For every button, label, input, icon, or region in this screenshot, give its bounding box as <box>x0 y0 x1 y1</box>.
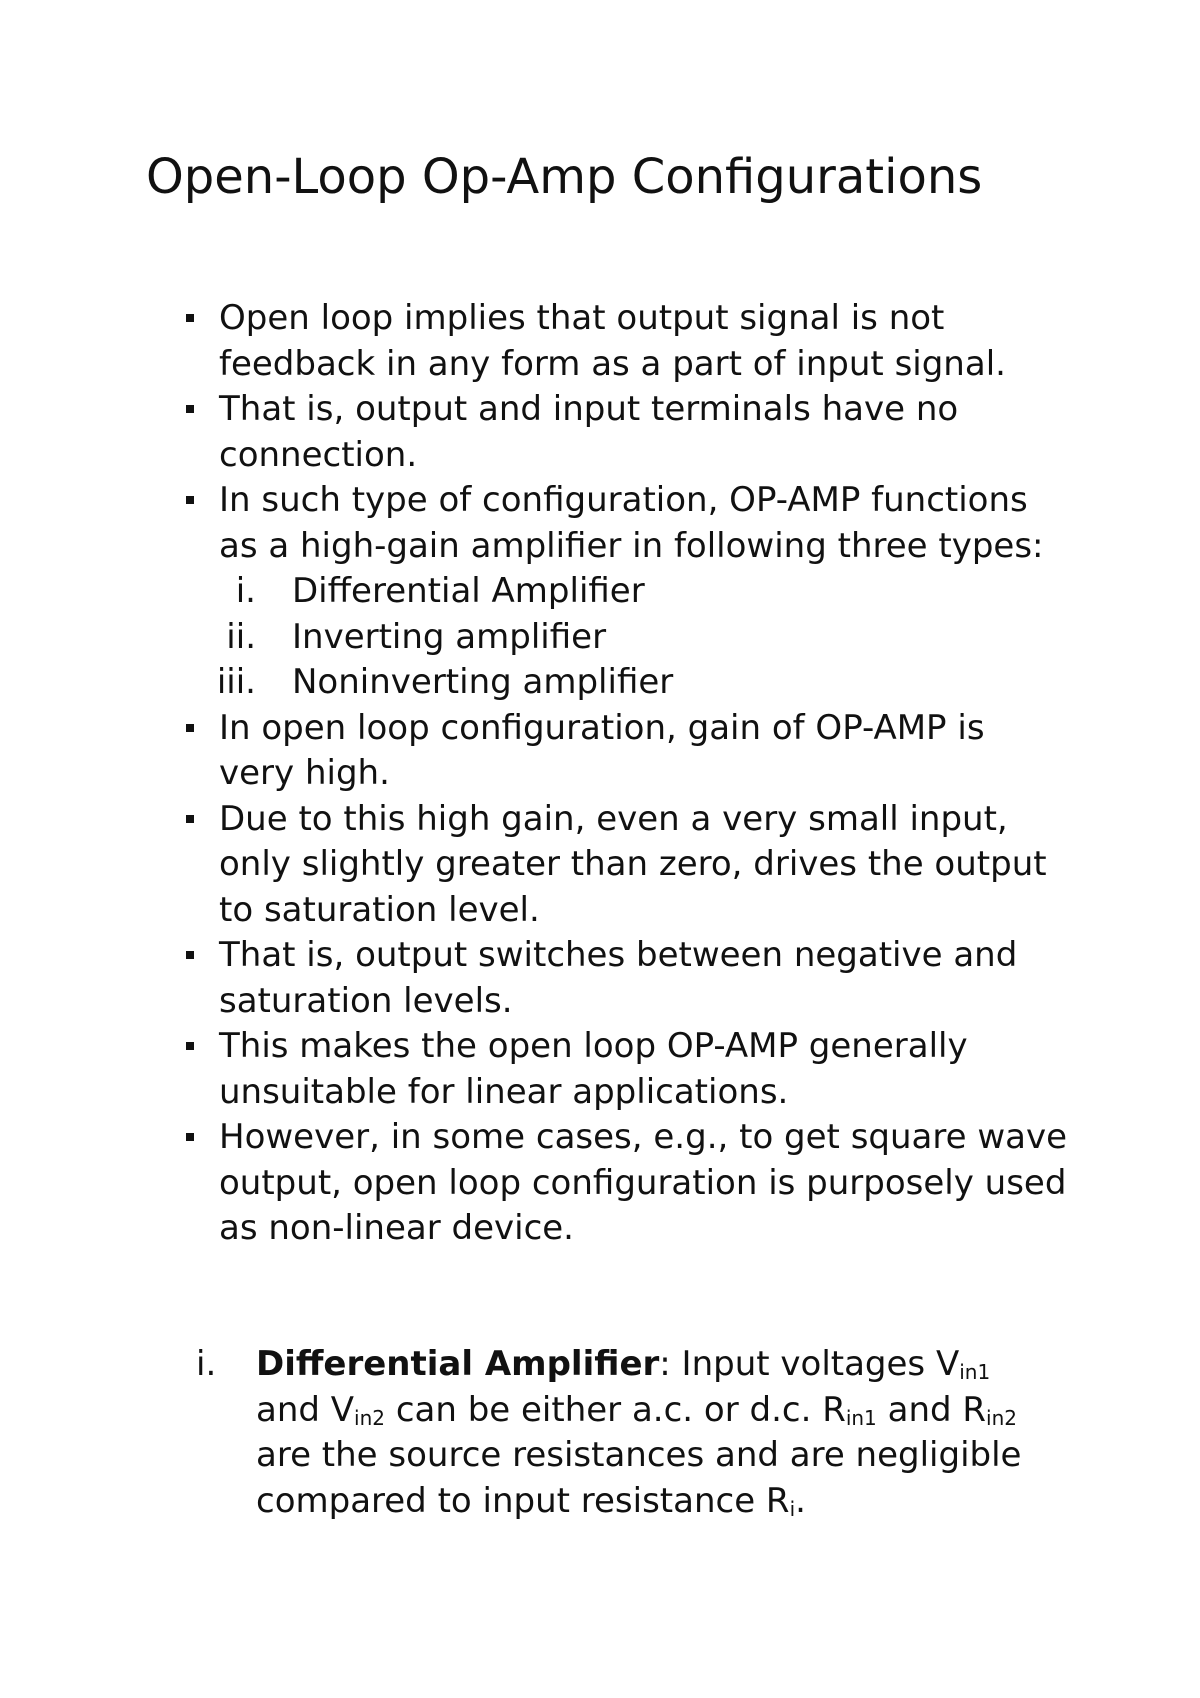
list-item <box>0 1115 1069 1252</box>
section-paragraph <box>256 1342 1056 1524</box>
square-bullet-icon <box>186 496 194 504</box>
amplifier-types-list <box>216 569 1069 706</box>
text-run: : <box>659 1344 682 1384</box>
list-item <box>0 706 1069 797</box>
bullet-text: In such type of configuration, OP-AMP functions as a high-gain amplifier in following three types: <box>219 480 1044 566</box>
text-run: can be either a.c. or d.c. R <box>385 1389 846 1430</box>
text-run: Input voltages V <box>681 1344 960 1384</box>
subscript: in1 <box>845 1405 877 1430</box>
square-bullet-icon <box>186 724 194 732</box>
section-numeral: i. <box>196 1344 217 1384</box>
square-bullet-icon <box>186 1133 194 1141</box>
text-run: are the source resistances and are negligible compared to input resistance R <box>256 1435 1022 1521</box>
bullet-list <box>0 296 1200 1252</box>
square-bullet-icon <box>186 951 194 959</box>
bullet-text: This makes the open loop OP-AMP generally unsuitable for linear applications. <box>219 1026 968 1112</box>
subscript: in2 <box>986 1405 1017 1430</box>
list-item <box>0 478 1069 706</box>
sub-item-label: Differential Amplifier <box>292 571 645 611</box>
bullet-text: However, in some cases, e.g., to get square wave output, open loop configuration is purposely used as non-linear device. <box>219 1117 1068 1248</box>
sub-list-item <box>0 569 1069 615</box>
bullet-text: That is, output and input terminals have no connection. <box>219 389 959 475</box>
page-title: Open-Loop Op-Amp Configurations <box>146 149 983 205</box>
sub-item-label: Noninverting amplifier <box>292 662 674 702</box>
section-term: Differential Amplifier <box>256 1344 660 1384</box>
sub-list-item <box>0 660 1069 706</box>
list-item <box>0 387 1069 478</box>
subscript: in1 <box>959 1360 991 1384</box>
square-bullet-icon <box>186 405 194 413</box>
sub-item-label: Inverting amplifier <box>292 616 607 657</box>
bullet-text: That is, output switches between negative and saturation levels. <box>219 935 1018 1021</box>
bullet-text: Due to this high gain, even a very small input, only slightly greater than zero, drives the output to saturation level. <box>219 798 1047 930</box>
text-run: and V <box>256 1389 355 1430</box>
sub-list-item <box>0 615 1069 661</box>
subscript: i <box>789 1496 796 1521</box>
text-run: and R <box>876 1389 987 1430</box>
list-item <box>0 797 1069 934</box>
list-item <box>0 1024 1069 1115</box>
roman-numeral: ii. <box>226 616 256 657</box>
bullet-text: Open loop implies that output signal is not feedback in any form as a part of input signal. <box>219 298 1006 384</box>
roman-numeral: i. <box>235 571 256 611</box>
text-run: . <box>795 1480 806 1521</box>
list-item <box>0 933 1069 1024</box>
square-bullet-icon <box>186 815 194 823</box>
square-bullet-icon <box>186 1042 194 1050</box>
subscript: in2 <box>354 1405 386 1430</box>
roman-numeral: iii. <box>216 662 256 702</box>
list-item <box>0 296 1069 387</box>
square-bullet-icon <box>186 314 194 322</box>
bullet-text: In open loop configuration, gain of OP-AMP is very high. <box>219 707 985 793</box>
